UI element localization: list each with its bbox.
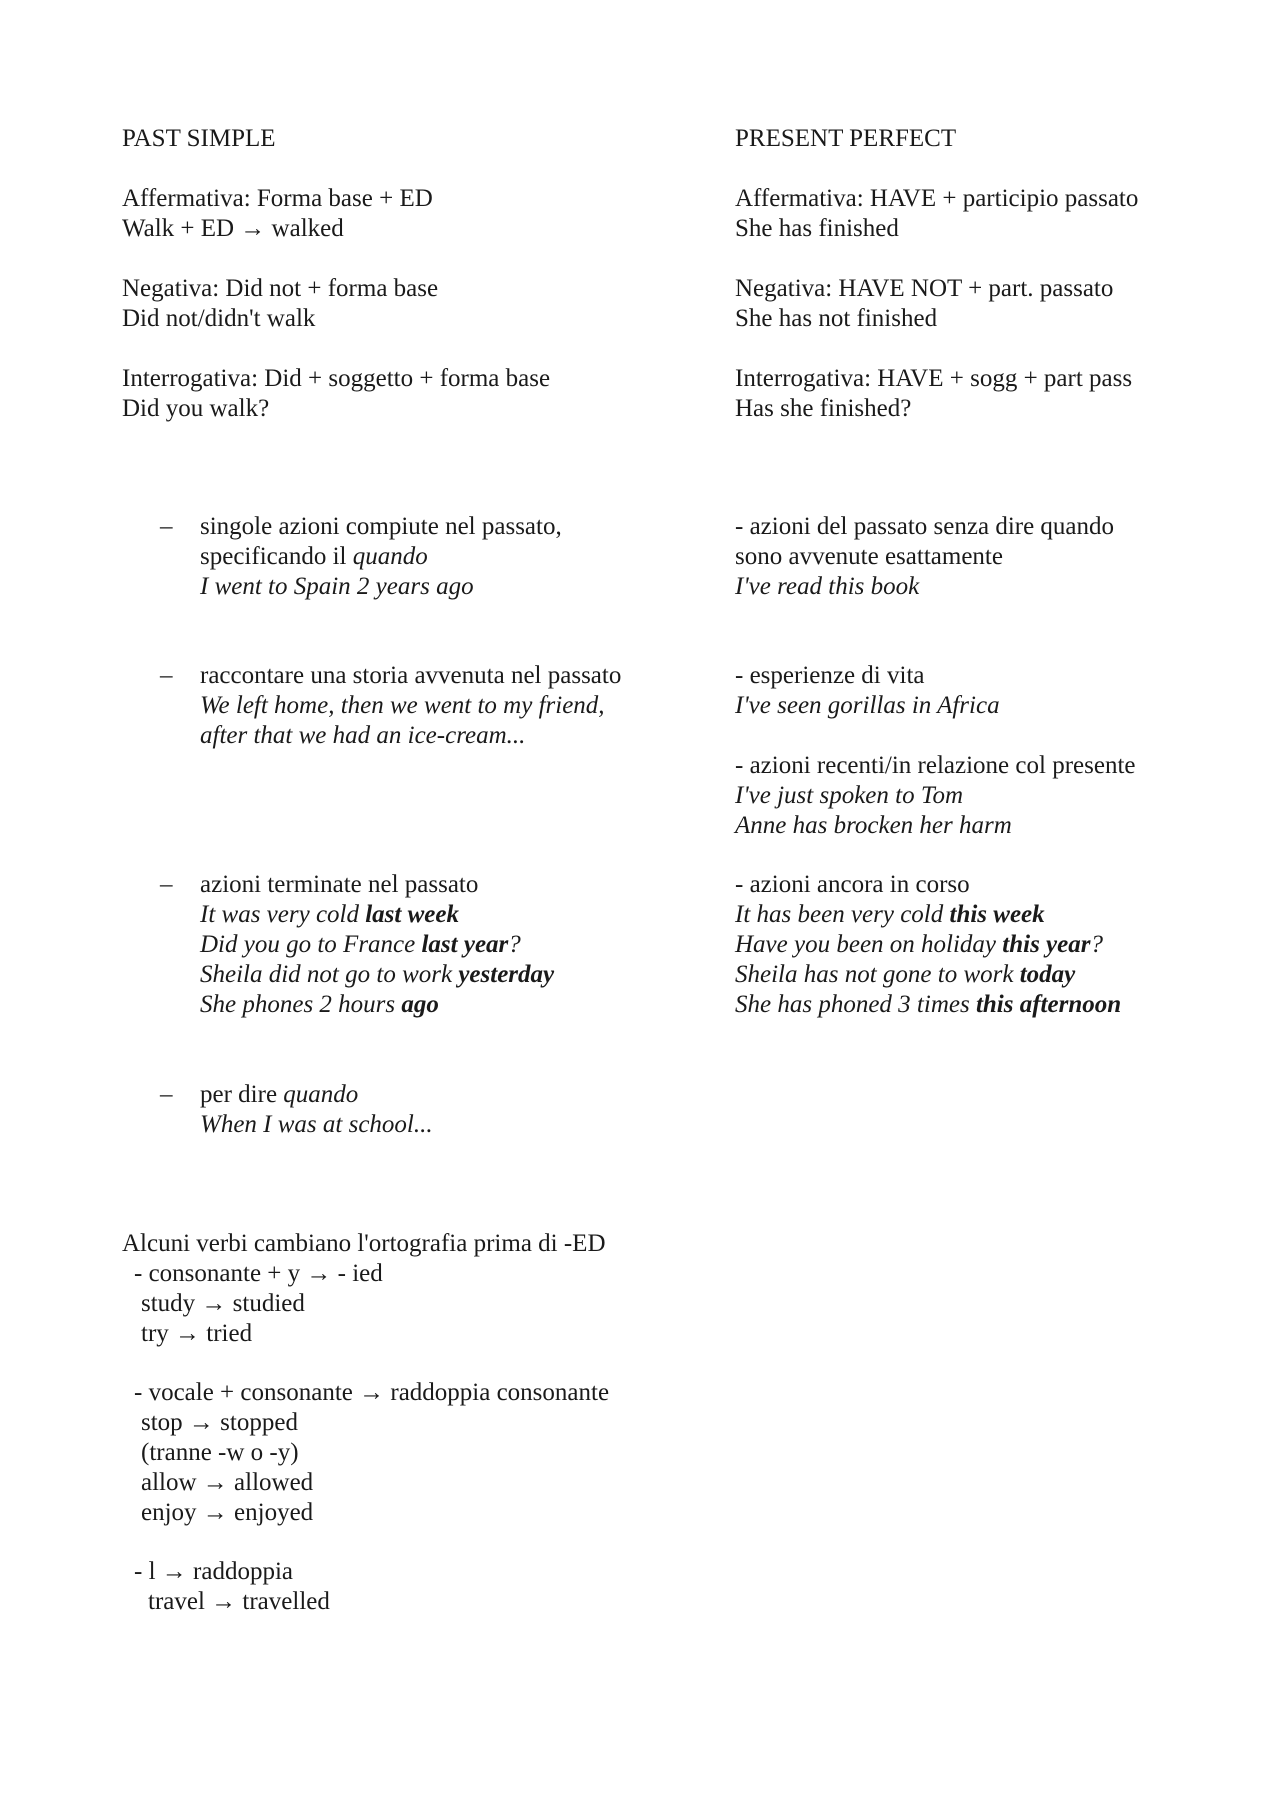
past-simple-affirmative-example: Walk + ED → walked: [122, 215, 344, 242]
perfect-use-4-example-3: Sheila has not gone to work today: [735, 961, 1076, 988]
spelling-rule-2-examples: [141, 1408, 313, 1528]
perfect-use-2: [735, 661, 1000, 721]
present-perfect-negative-example: She has not finished: [735, 305, 938, 332]
past-simple-negative-rule: Negativa: Did not + forma base: [122, 275, 439, 302]
spelling-rule-2: - vocale + consonante → raddoppia consonante: [134, 1379, 610, 1406]
perfect-use-4-example-4: She has phoned 3 times this afternoon: [735, 991, 1122, 1018]
spelling-intro: Alcuni verbi cambiano l'ortografia prima di -ED: [122, 1230, 606, 1257]
past-use-1-example: I went to Spain 2 years ago: [200, 573, 474, 600]
present-perfect-affirmative-rule: Affermativa: HAVE + participio passato: [735, 185, 1139, 212]
past-use-3-example-2: Did you go to France last year?: [200, 931, 521, 958]
spelling-rule-3-examples: [148, 1587, 330, 1617]
perfect-use-2-example: I've seen gorillas in Africa: [735, 692, 1000, 719]
spelling-example: stop → stopped: [141, 1409, 298, 1436]
past-use-3-example-4: She phones 2 hours ago: [200, 991, 439, 1018]
past-use-3-line1: azioni terminate nel passato: [200, 871, 479, 898]
present-perfect-title: PRESENT PERFECT: [735, 125, 957, 152]
perfect-use-3-example-1: I've just spoken to Tom: [735, 782, 964, 809]
perfect-use-2-line1: - esperienze di vita: [735, 662, 925, 689]
perfect-use-3-example-2: Anne has brocken her harm: [735, 812, 1012, 839]
past-use-1-line1: singole azioni compiute nel passato,: [200, 513, 562, 540]
past-use-1-line2: specificando il quando: [200, 543, 428, 570]
present-perfect-interrogative-rule: Interrogativa: HAVE + sogg + part pass: [735, 365, 1133, 392]
past-simple-negative-example: Did not/didn't walk: [122, 305, 316, 332]
perfect-use-4: [735, 870, 1121, 1020]
bullet-dash: –: [160, 513, 173, 540]
perfect-use-4-line1: - azioni ancora in corso: [735, 871, 970, 898]
spelling-rule-1-examples: [141, 1289, 305, 1349]
past-simple-header-block: [122, 124, 550, 424]
perfect-use-4-example-1: It has been very cold this week: [735, 901, 1045, 928]
spelling-example: try → tried: [141, 1320, 253, 1347]
past-use-2: [200, 661, 621, 751]
perfect-use-3: [735, 751, 1136, 841]
present-perfect-negative-rule: Negativa: HAVE NOT + part. passato: [735, 275, 1114, 302]
past-use-2-example-1: We left home, then we went to my friend,: [200, 692, 605, 719]
past-use-4-line1: per dire quando: [200, 1081, 359, 1108]
spelling-rule-1: - consonante + y → - ied: [134, 1260, 383, 1287]
bullet-dash: –: [160, 871, 173, 898]
perfect-use-3-line1: - azioni recenti/in relazione col presente: [735, 752, 1136, 779]
past-simple-interrogative-example: Did you walk?: [122, 395, 270, 422]
spelling-example: allow → allowed: [141, 1469, 314, 1496]
past-use-4: [200, 1080, 433, 1140]
past-simple-title: PAST SIMPLE: [122, 125, 276, 152]
past-use-2-example-2: after that we had an ice-cream...: [200, 722, 526, 749]
perfect-use-1-line1: - azioni del passato senza dire quando: [735, 513, 1115, 540]
perfect-use-1-example: I've read this book: [735, 573, 920, 600]
past-use-1: [200, 512, 562, 602]
perfect-use-1-line2: sono avvenute esattamente: [735, 543, 1003, 570]
spelling-example: travel → travelled: [148, 1588, 330, 1615]
past-use-3-example-1: It was very cold last week: [200, 901, 459, 928]
past-use-3-example-3: Sheila did not go to work yesterday: [200, 961, 555, 988]
perfect-use-4-example-2: Have you been on holiday this year?: [735, 931, 1103, 958]
bullet-dash: –: [160, 662, 173, 689]
present-perfect-affirmative-example: She has finished: [735, 215, 899, 242]
spelling-rule-3: - l → raddoppia: [134, 1558, 293, 1585]
bullet-dash: –: [160, 1081, 173, 1108]
past-use-3: [200, 870, 554, 1020]
present-perfect-interrogative-example: Has she finished?: [735, 395, 912, 422]
perfect-use-1: [735, 512, 1114, 602]
spelling-example: study → studied: [141, 1290, 305, 1317]
past-simple-interrogative-rule: Interrogativa: Did + soggetto + forma base: [122, 365, 551, 392]
spelling-example: (tranne -w o -y): [141, 1439, 299, 1466]
past-use-4-example: When I was at school...: [200, 1111, 433, 1138]
spelling-example: enjoy → enjoyed: [141, 1499, 314, 1526]
past-simple-affirmative-rule: Affermativa: Forma base + ED: [122, 185, 433, 212]
past-use-2-line1: raccontare una storia avvenuta nel passato: [200, 662, 622, 689]
present-perfect-header-block: [735, 124, 1138, 424]
